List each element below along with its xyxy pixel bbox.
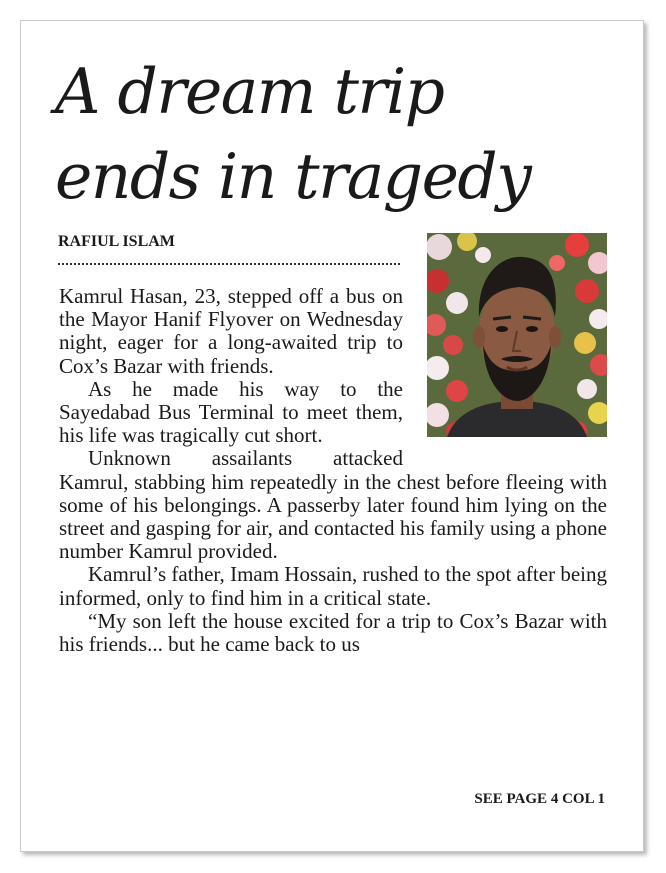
article-body [59, 285, 607, 656]
paragraph-1: Kamrul Hasan, 23, stepped off a bus on the Mayor Hanif Flyover on Wednesday night, eager for a long-awaited trip to Cox’s Bazar with friends. [59, 284, 403, 378]
headline [55, 49, 625, 219]
photo-wrap-spacer [403, 285, 607, 451]
continued-on-link[interactable]: SEE PAGE 4 COL 1 [474, 791, 605, 807]
headline-line-2: ends in tragedy [55, 140, 531, 213]
headline-line-1: A dream trip [55, 55, 444, 128]
paragraph-2: As he made his way to the Sayedabad Bus Terminal to meet them, his life was tragically cut short. [59, 376, 403, 448]
byline-dotted-divider [58, 263, 400, 265]
paragraph-3: Unknown assailants attacked Kamrul, stabbing him repeatedly in the chest before fleeing with some of his belongings. A passerby later found him lying on the street and gasping for air, and contacted his family using a phone number Kamrul provided. [59, 446, 607, 564]
paragraph-5: “My son left the house excited for a trip to Cox’s Bazar with his friends... but he came back to us [59, 608, 607, 657]
paragraph-4: Kamrul’s father, Imam Hossain, rushed to the spot after being informed, only to find him in a critical state. [59, 562, 607, 610]
newspaper-clipping [20, 20, 644, 852]
byline: RAFIUL ISLAM [58, 233, 175, 250]
